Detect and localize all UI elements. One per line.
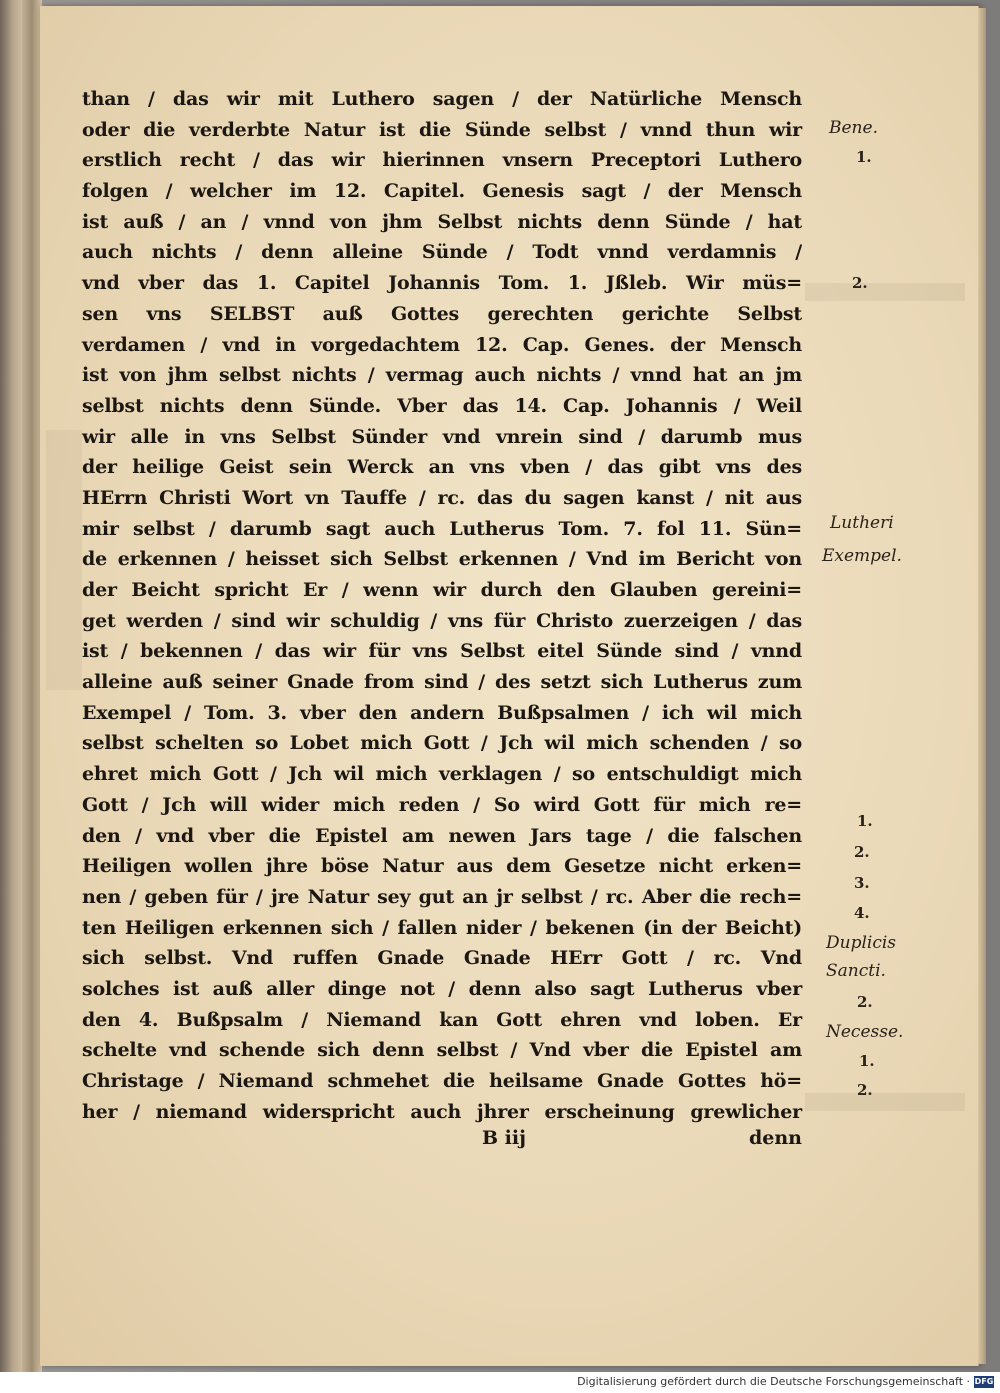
text-line: vnd vber das 1. Capitel Johannis Tom. 1. Jßleb. Wir müs= [82, 272, 802, 295]
text-line: ehret mich Gott / Jch wil mich verklagen / so entschuldigt mich [82, 763, 802, 786]
margin-note-sancti: Sancti. [826, 961, 886, 981]
text-line: schelte vnd schende sich denn selbst / Vnd vber die Epistel am [82, 1039, 802, 1062]
text-line: alleine auß seiner Gnade from sind / des setzt sich Lutherus zum [82, 671, 802, 694]
signature-mark: B iij [482, 1127, 526, 1149]
text-line: ist / bekennen / das wir für vns Selbst eitel Sünde sind / vnnd [82, 640, 802, 663]
text-line: selbst nichts denn Sünde. Vber das 14. Cap. Johannis / Weil [82, 394, 802, 417]
margin-note-bene: Bene. [829, 118, 878, 138]
text-line: Gott / Jch will wider mich reden / So wird Gott für mich re= [82, 793, 802, 816]
margin-note-exempel: Exempel. [822, 546, 902, 566]
text-line: den / vnd vber die Epistel am newen Jars tage / die falschen [82, 824, 802, 847]
text-line: ist auß / an / vnnd von jhm Selbst nichts denn Sünde / hat [82, 210, 802, 233]
margin-note-number: 2. [852, 274, 868, 292]
footer-bar [0, 1372, 1000, 1393]
text-line: nen / geben für / jre Natur sey gut an jr selbst / rc. Aber die rech= [82, 885, 802, 908]
catchword: denn [748, 1127, 802, 1149]
margin-note-number: 1. [856, 148, 872, 166]
text-line: her / niemand widerspricht auch jhrer erscheinung grewlicher [82, 1100, 802, 1123]
text-line: ten Heiligen erkennen sich / fallen nider / bekenen (in der Beicht) [82, 916, 802, 939]
text-line: HErrn Christi Wort vn Tauffe / rc. das du sagen kanst / nit aus [82, 486, 802, 509]
text-line: der heilige Geist sein Werck an vns vben / das gibt vns des [82, 456, 802, 479]
text-line: verdamen / vnd in vorgedachtem 12. Cap. Genes. der Mensch [82, 333, 802, 356]
text-line: Exempel / Tom. 3. vber den andern Bußpsalmen / ich wil mich [82, 701, 802, 724]
margin-note-number: 1. [859, 1052, 875, 1070]
text-line: than / das wir mit Luthero sagen / der Natürliche Mensch [82, 88, 802, 110]
margin-note-number: 4. [854, 904, 870, 922]
text-line: Christage / Niemand schmehet die heilsame Gnade Gottes hö= [82, 1070, 802, 1092]
margin-note-number: 2. [857, 1081, 873, 1099]
text-line: Heiligen wollen jhre böse Natur aus dem Gesetze nicht erken= [82, 855, 802, 878]
margin-note-number: 3. [854, 874, 870, 892]
text-line: sen vns SELBST auß Gottes gerechten gerichte Selbst [82, 302, 802, 325]
margin-note-number: 2. [857, 993, 873, 1011]
margin-note-lutheri: Lutheri [830, 513, 894, 533]
text-line: den 4. Bußpsalm / Niemand kan Gott ehren vnd loben. Er [82, 1008, 802, 1031]
margin-note-duplicis: Duplicis [826, 933, 897, 953]
text-line: wir alle in vns Selbst Sünder vnd vnrein sind / darumb mus [82, 425, 802, 448]
text-line: mir selbst / darumb sagt auch Lutherus Tom. 7. fol 11. Sün= [82, 517, 802, 540]
text-line: folgen / welcher im 12. Capitel. Genesis sagt / der Mensch [82, 180, 802, 203]
text-line: de erkennen / heisset sich Selbst erkennen / Vnd im Bericht von [82, 548, 802, 571]
text-line: get werden / sind wir schuldig / vns für Christo zuerzeigen / das [82, 609, 802, 632]
text-line: ist von jhm selbst nichts / vermag auch nichts / vnnd hat an jm [82, 364, 802, 387]
text-line: oder die verderbte Natur ist die Sünde selbst / vnnd thun wir [82, 118, 802, 141]
dfg-logo: DFG [974, 1377, 994, 1386]
text-line: auch nichts / denn alleine Sünde / Todt vnnd verdamnis / [82, 241, 802, 264]
text-line: sich selbst. Vnd ruffen Gnade Gnade HErr Gott / rc. Vnd [82, 947, 802, 970]
text-line: selbst schelten so Lobet mich Gott / Jch wil mich schenden / so [82, 732, 802, 755]
margin-note-number: 2. [854, 843, 870, 861]
margin-note-necesse: Necesse. [826, 1022, 904, 1042]
text-line: erstlich recht / das wir hierinnen vnsern Preceptori Luthero [82, 149, 802, 172]
text-line: solches ist auß aller dinge not / denn also sagt Lutherus vber [82, 977, 802, 1000]
footer-credit: Digitalisierung gefördert durch die Deutsche Forschungsgemeinschaft · [577, 1375, 970, 1388]
margin-note-number: 1. [857, 812, 873, 830]
text-line: der Beicht spricht Er / wenn wir durch den Glauben gereini= [82, 579, 802, 601]
